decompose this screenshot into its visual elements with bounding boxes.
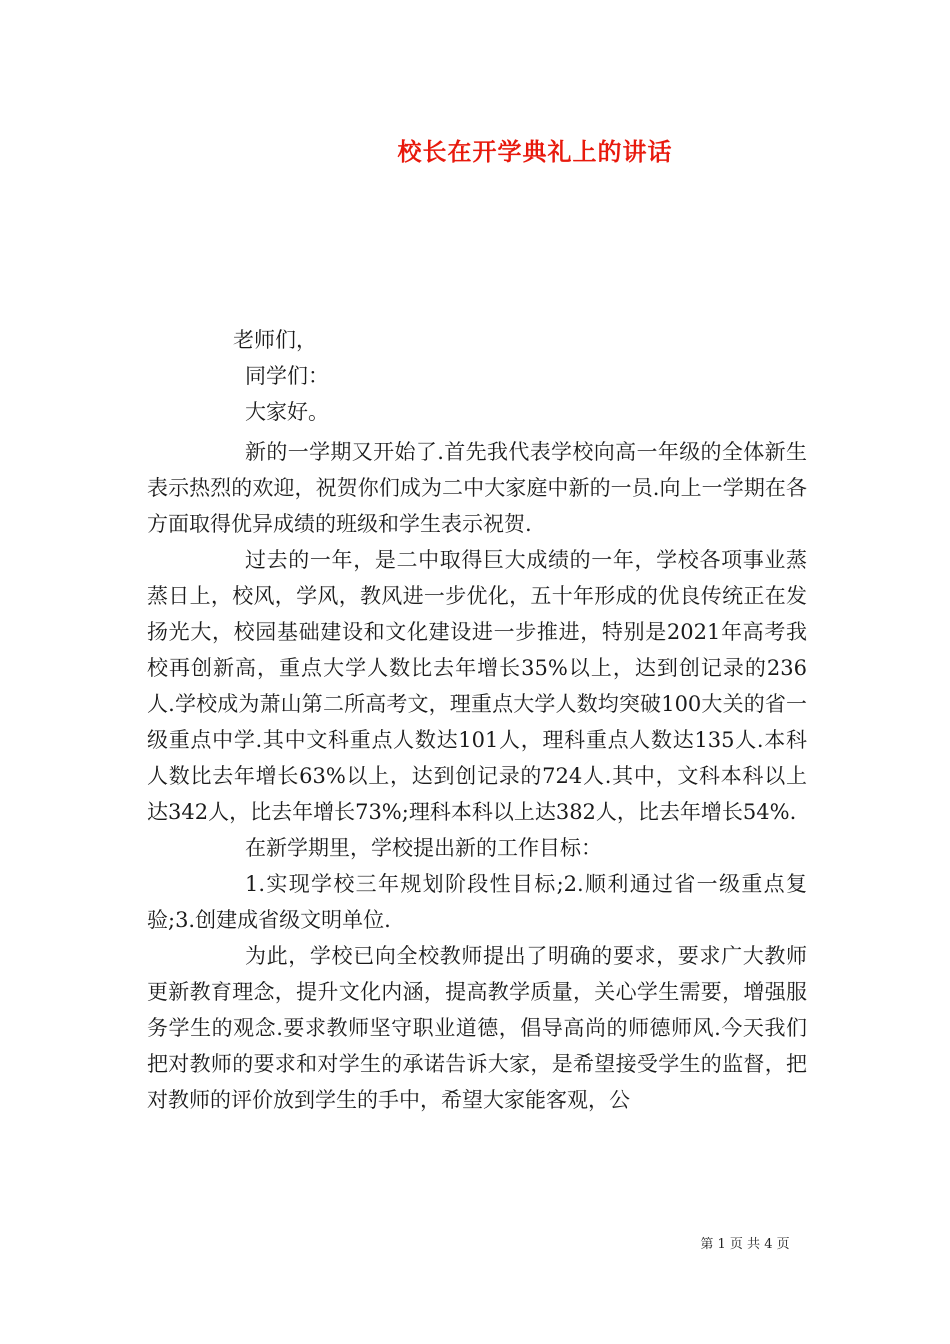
paragraph: 1.实现学校三年规划阶段性目标;2.顺利通过省一级重点复验;3.创建成省级文明单位. — [147, 872, 807, 932]
paragraph: 新的一学期又开始了.首先我代表学校向高一年级的全体新生表示热烈的欢迎，祝贺你们成为二中大家庭中新的一员.向上一学期在各方面取得优异成绩的班级和学生表示祝贺. — [147, 440, 807, 536]
salutation-greeting: 大家好。 — [245, 400, 329, 424]
document-body — [147, 322, 807, 1118]
salutation-teachers: 老师们， — [233, 328, 317, 352]
paragraph: 在新学期里，学校提出新的工作目标： — [245, 836, 602, 860]
paragraph: 为此，学校已向全校教师提出了明确的要求，要求广大教师更新教育理念，提升文化内涵，提高教学质量，关心学生需要，增强服务学生的观念.要求教师坚守职业道德，倡导高尚的师德师风.今天我们把对教师的要求和对学生的承诺告诉大家，是希望接受学生的监督，把对教师的评价放到学生的手中，希望大家能客观，公 — [147, 944, 807, 1112]
document-title: 校长在开学典礼上的讲话 — [397, 137, 673, 166]
salutation-students: 同学们： — [245, 364, 329, 388]
page-number-footer: 第 1 页 共 4 页 — [700, 1237, 790, 1252]
paragraph: 过去的一年，是二中取得巨大成绩的一年，学校各项事业蒸蒸日上，校风，学风，教风进一步优化，五十年形成的优良传统正在发扬光大，校园基础建设和文化建设进一步推进，特别是2021年高考我校再创新高，重点大学人数比去年增长35%以上，达到创记录的236人.学校成为萧山第二所高考文，理重点大学人数均突破100大关的省一级重点中学.其中文科重点人数达101人，理科重点人数达135人.本科人数比去年增长63%以上，达到创记录的724人.其中，文科本科以上达342人，比去年增长73%;理科本科以上达382人，比去年增长54%. — [147, 548, 807, 824]
